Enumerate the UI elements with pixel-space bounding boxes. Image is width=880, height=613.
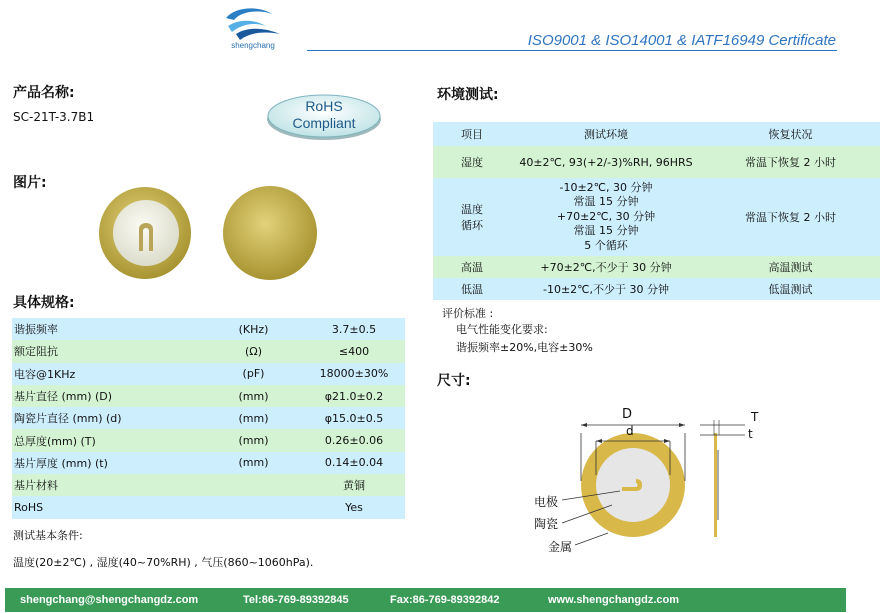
label-ceramic: 陶瓷: [534, 517, 559, 531]
spec-unit: [204, 474, 301, 496]
spec-param: 谐振频率: [12, 318, 204, 340]
env-condition-line: 常温 15 分钟: [573, 224, 639, 238]
table-row: [433, 122, 880, 146]
table-row: [12, 496, 405, 518]
product-model: SC-21T-3.7B1: [13, 110, 95, 124]
table-row: [433, 278, 880, 300]
env-condition: [511, 178, 701, 256]
specs-heading: 具体规格:: [13, 295, 75, 311]
footer-tel: Tel:86-769-89392845: [243, 594, 349, 606]
picture-heading: 图片:: [13, 175, 47, 191]
spec-unit: (mm): [204, 452, 301, 474]
env-item: 高温: [433, 256, 511, 278]
spec-param: 基片厚度 (mm) (t): [12, 452, 204, 474]
spec-unit: [204, 496, 301, 518]
env-item: 低温: [433, 278, 511, 300]
criteria-line1: 电气性能变化要求:: [456, 323, 548, 336]
conditions-text: 温度(20±2℃) , 湿度(40~70%RH) , 气压(860~1060hPa).: [13, 556, 314, 569]
spec-param: 基片直径 (mm) (D): [12, 385, 204, 407]
label-electrode: 电极: [534, 495, 559, 509]
env-recovery: 高温测试: [701, 256, 880, 278]
spec-unit: (mm): [204, 385, 301, 407]
env-condition: +70±2℃,不少于 30 分钟: [511, 256, 701, 278]
table-row: [12, 340, 405, 362]
table-row: [433, 256, 880, 278]
spec-param: 电容@1KHz: [12, 363, 204, 385]
spec-value: 3.7±0.5: [301, 318, 405, 340]
dimensions-heading: 尺寸:: [437, 373, 471, 389]
table-row: [12, 452, 405, 474]
rohs-text-line2: Compliant: [292, 115, 356, 131]
label-d: d: [626, 424, 634, 438]
spec-value: 0.14±0.04: [301, 452, 405, 474]
dimension-drawing: [530, 405, 780, 555]
rohs-text-line1: RoHS: [305, 98, 343, 114]
table-row: [433, 178, 880, 256]
env-recovery: 常温下恢复 2 小时: [701, 178, 880, 256]
spec-value: ≤400: [301, 340, 405, 362]
label-t: t: [748, 427, 753, 441]
spec-value: 18000±30%: [301, 363, 405, 385]
label-T: T: [751, 410, 759, 424]
env-item: 湿度: [433, 146, 511, 178]
spec-unit: (KHz): [204, 318, 301, 340]
env-col-condition: 测试环境: [511, 122, 701, 146]
footer-email[interactable]: shengchang@shengchangdz.com: [20, 594, 199, 606]
company-logo: [216, 4, 290, 54]
label-metal: 金属: [548, 540, 573, 554]
environment-heading: 环境测试:: [437, 87, 499, 103]
env-condition-line: 5 个循环: [584, 238, 628, 252]
spec-value: 0.26±0.06: [301, 429, 405, 451]
spec-param: 额定阻抗: [12, 340, 204, 362]
criteria-heading: 评价标准 :: [442, 307, 494, 320]
spec-unit: (mm): [204, 429, 301, 451]
env-condition: 40±2℃, 93(+2/-3)%RH, 96HRS: [511, 146, 701, 178]
spec-param: 基片材料: [12, 474, 204, 496]
certificate-text: ISO9001 & ISO14001 & IATF16949 Certificate: [527, 32, 836, 49]
table-row: [433, 146, 880, 178]
spec-value: Yes: [301, 496, 405, 518]
env-condition-line: -10±2℃, 30 分钟: [559, 180, 653, 194]
table-row: [12, 318, 405, 340]
conditions-heading: 测试基本条件:: [13, 529, 83, 542]
header-divider: [307, 50, 837, 51]
spec-param: 陶瓷片直径 (mm) (d): [12, 407, 204, 429]
label-D: D: [622, 407, 633, 422]
footer-fax: Fax:86-769-89392842: [390, 594, 500, 606]
footer-website[interactable]: www.shengchangdz.com: [548, 594, 679, 606]
product-name-heading: 产品名称:: [13, 85, 75, 101]
table-row: [12, 385, 405, 407]
spec-unit: (mm): [204, 407, 301, 429]
spec-param: RoHS: [12, 496, 204, 518]
spec-value: φ21.0±0.2: [301, 385, 405, 407]
spec-unit: (pF): [204, 363, 301, 385]
table-row: [12, 363, 405, 385]
env-item: 温度循环: [433, 178, 511, 256]
spec-param: 总厚度(mm) (T): [12, 429, 204, 451]
rohs-badge: [265, 93, 383, 141]
env-col-item: 项目: [433, 122, 511, 146]
env-col-recovery: 恢复状况: [701, 122, 880, 146]
env-condition-line: +70±2℃, 30 分钟: [556, 209, 656, 223]
env-recovery: 低温测试: [701, 278, 880, 300]
footer-bar: [5, 588, 846, 612]
spec-value: φ15.0±0.5: [301, 407, 405, 429]
specs-table: [12, 318, 405, 519]
brand-name: shengchang: [231, 41, 275, 50]
spec-unit: (Ω): [204, 340, 301, 362]
table-row: [12, 407, 405, 429]
product-photo: [95, 183, 395, 283]
table-row: [12, 429, 405, 451]
env-condition-line: 常温 15 分钟: [573, 195, 639, 209]
environment-table: [433, 122, 880, 300]
spec-value: 黄铜: [301, 474, 405, 496]
env-condition: -10±2℃,不少于 30 分钟: [511, 278, 701, 300]
criteria-line2: 谐振频率±20%,电容±30%: [456, 341, 593, 354]
env-recovery: 常温下恢复 2 小时: [701, 146, 880, 178]
table-row: [12, 474, 405, 496]
